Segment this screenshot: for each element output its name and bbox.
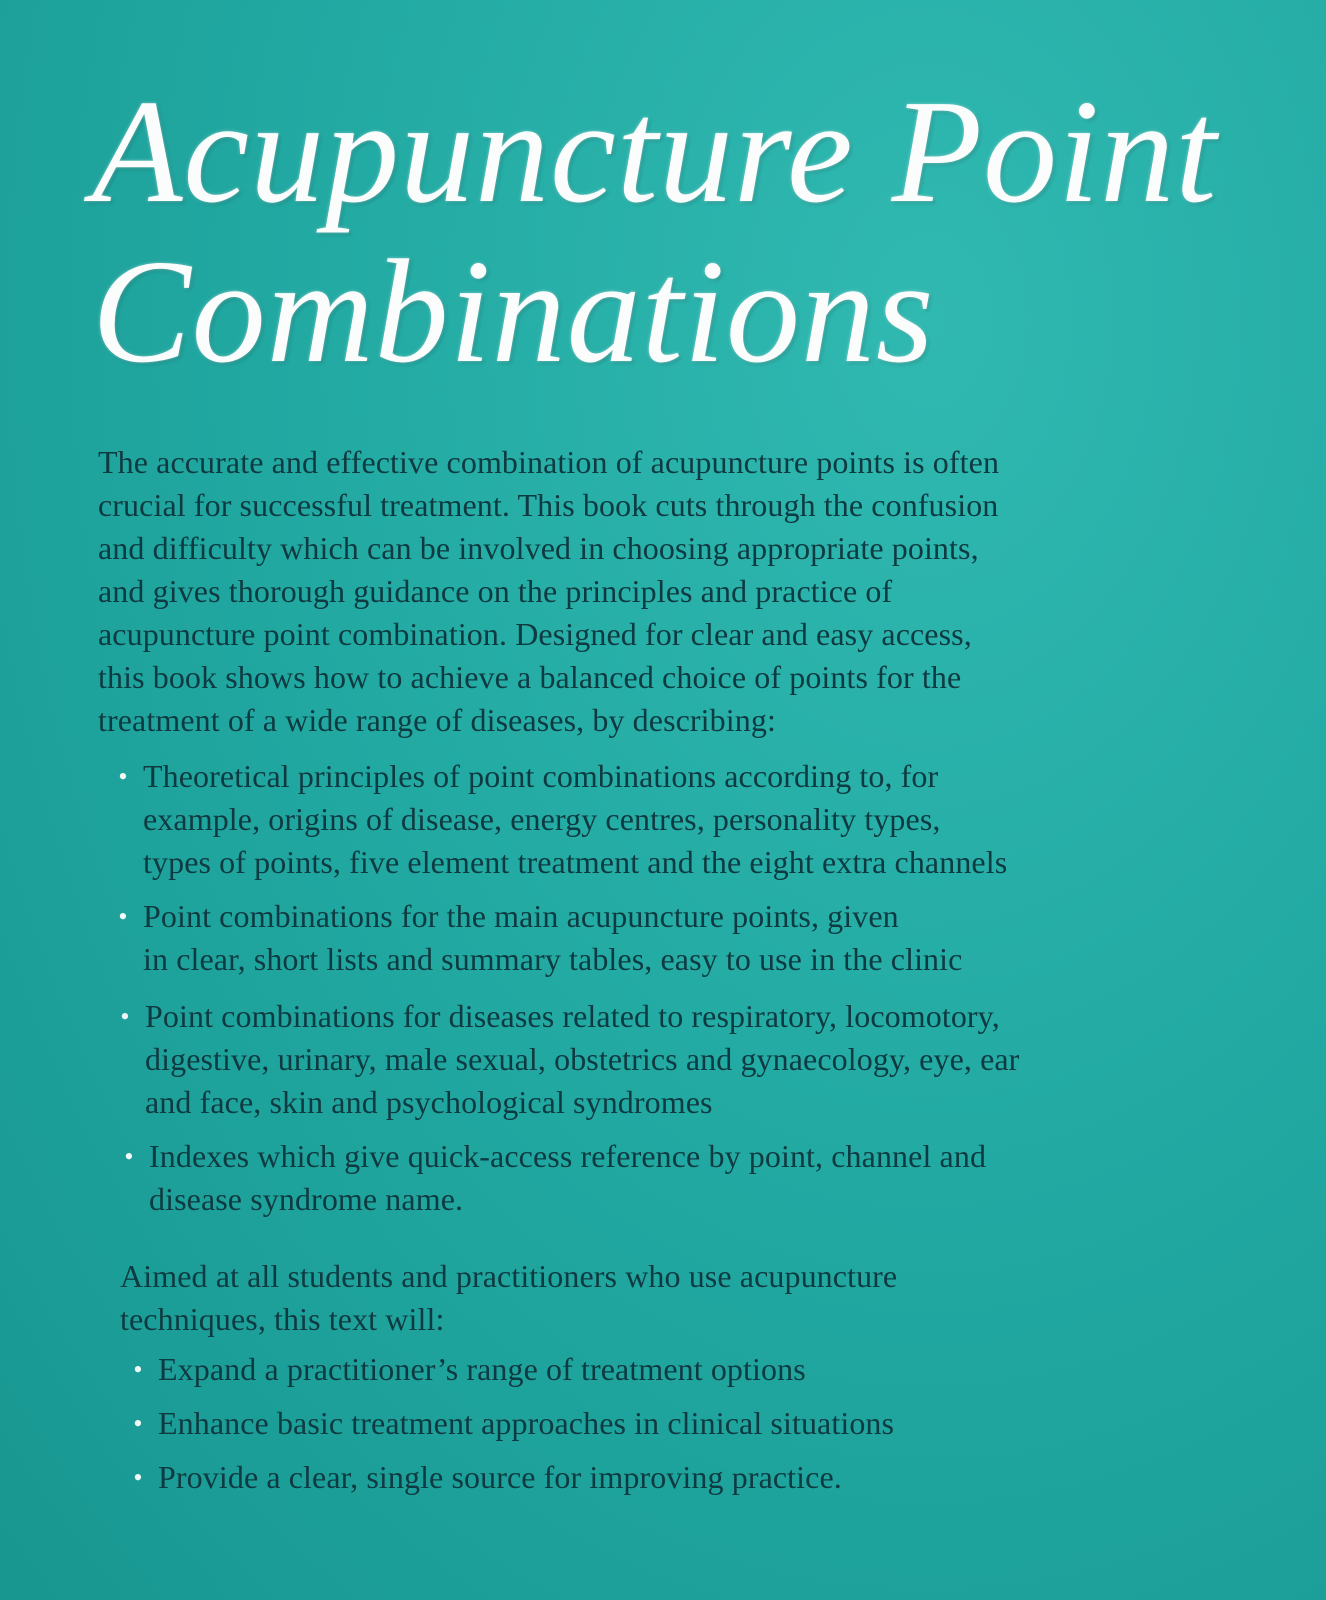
benefit-item-enhance-approaches (128, 1402, 894, 1445)
feature-line: Point combinations for diseases related to respiratory, locomotory, (145, 998, 1000, 1034)
book-title-line-1: Acupuncture Point (92, 70, 1218, 234)
book-title (92, 72, 1292, 392)
intro-line: this book shows how to achieve a balanced choice of points for the (98, 659, 962, 695)
benefit-item-expand-range (128, 1348, 894, 1391)
intro-line: and gives thorough guidance on the principles and practice of (98, 573, 893, 609)
feature-line: Indexes which give quick-access reference by point, channel and (149, 1138, 987, 1174)
feature-line: types of points, five element treatment and the eight extra channels (143, 844, 1008, 880)
feature-line: Point combinations for the main acupuncture points, given (143, 898, 899, 934)
bullet-icon: • (120, 1002, 130, 1031)
bullet-icon: • (133, 1409, 143, 1438)
feature-item-main-points (113, 895, 962, 981)
feature-line: disease syndrome name. (149, 1181, 464, 1217)
intro-line: acupuncture point combination. Designed for clear and easy access, (98, 616, 972, 652)
benefit-text: Provide a clear, single source for improving practice. (158, 1459, 842, 1495)
book-title-line-2: Combinations (92, 230, 935, 394)
benefit-text: Enhance basic treatment approaches in clinical situations (158, 1405, 895, 1441)
bullet-icon: • (133, 1355, 143, 1384)
feature-line: in clear, short lists and summary tables, easy to use in the clinic (143, 941, 963, 977)
bullet-icon: • (118, 762, 128, 791)
intro-paragraph (98, 441, 1238, 742)
feature-line: digestive, urinary, male sexual, obstetrics and gynaecology, eye, ear (145, 1041, 1020, 1077)
feature-line: example, origins of disease, energy centres, personality types, (143, 801, 941, 837)
intro-line: and difficulty which can be involved in choosing appropriate points, (98, 530, 979, 566)
intro-line: crucial for successful treatment. This book cuts through the confusion (98, 487, 999, 523)
intro-line: The accurate and effective combination of acupuncture points is often (98, 444, 1000, 480)
audience-paragraph (120, 1255, 897, 1341)
feature-list (113, 755, 1020, 1217)
feature-item-theoretical-principles (113, 755, 1007, 884)
benefit-text: Expand a practitioner’s range of treatment options (158, 1351, 806, 1387)
feature-item-diseases (115, 995, 1019, 1124)
audience-line: techniques, this text will: (120, 1301, 445, 1337)
intro-line: treatment of a wide range of diseases, by describing: (98, 702, 776, 738)
feature-item-indexes (119, 1135, 986, 1221)
audience-line: Aimed at all students and practitioners who use acupuncture (120, 1258, 898, 1294)
benefit-list (128, 1348, 894, 1510)
bullet-icon: • (133, 1463, 143, 1492)
feature-line: and face, skin and psychological syndromes (145, 1084, 713, 1120)
bullet-icon: • (118, 902, 128, 931)
feature-line: Theoretical principles of point combinations according to, for (143, 758, 939, 794)
bullet-icon: • (124, 1142, 134, 1171)
benefit-item-single-source (128, 1456, 894, 1499)
